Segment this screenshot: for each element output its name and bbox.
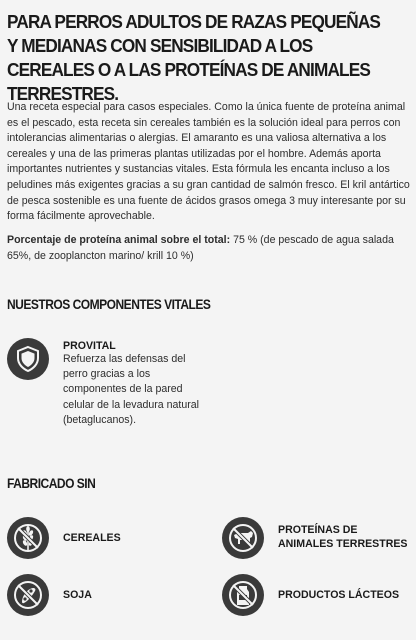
component-name: PROVITAL: [63, 340, 116, 352]
cow-crossed-icon: [222, 517, 264, 559]
free-from-cereals: CEREALES: [63, 532, 121, 544]
free-from-dairy: PRODUCTOS LÁCTEOS: [278, 589, 400, 601]
protein-label: Porcentaje de proteína animal sobre el total:: [7, 234, 231, 246]
free-from-heading: FABRICADO SIN: [7, 475, 96, 491]
free-from-soy: SOJA: [63, 589, 92, 601]
grain-crossed-icon: [7, 517, 49, 559]
page-title: PARA PERROS ADULTOS DE RAZAS PEQUEÑAS Y MEDIANAS CON SENSIBILIDAD A LOS CEREALES O A LAS PROTEÍNAS DE ANIMALES TERRESTRES.: [7, 11, 381, 104]
free-from-land-animal-protein: PROTEÍNAS DE ANIMALES TERRESTRES: [278, 524, 408, 550]
shield-icon: [7, 338, 49, 380]
milk-crossed-icon: [222, 574, 264, 616]
protein-percentage: [7, 233, 411, 264]
components-heading: NUESTROS COMPONENTES VITALES: [7, 296, 211, 312]
protein-value: 75 % (de pescado de agua salada 65%, de zooplancton marino/ krill 10 %): [7, 234, 394, 262]
soy-crossed-icon: [7, 574, 49, 616]
component-description: Refuerza las defensas del perro gracias a los componentes de la pared celular de la levadura natural (betaglucanos).: [63, 353, 200, 426]
product-description: Una receta especial para casos especiales. Como la única fuente de proteína animal es el pescado, esta receta sin cereales también es la solución ideal para perros con intolerancias alimentarias o alergias. El amaranto es una valiosa alternativa a los cereales y una de las primeras plantas utilizadas por el hombre. Además aporta importantes nutrientes y sustancias vitales. Esta fórmula les encanta incluso a los peludines más exigentes gracias a su gran cantidad de salmón fresco. El kril antártico de pesca sostenible es una fuente de ácidos grasos omega 3 muy interesante por su forma fácilmente aprovechable.: [7, 101, 410, 223]
